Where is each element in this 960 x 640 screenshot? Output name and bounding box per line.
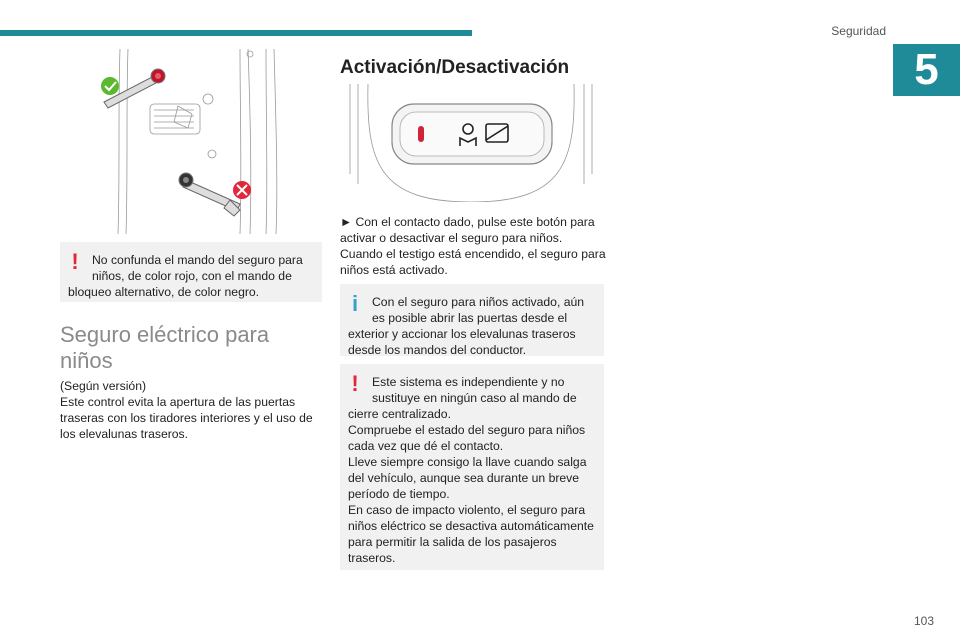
heading-activation: Activación/Desactivación (340, 57, 570, 78)
warning-note-text-first: No confunda el mando del seguro para niños, de color rojo, con el mando de (92, 253, 303, 283)
warning-text-line2: cierre centralizado. (348, 407, 451, 421)
activation-instructions (340, 214, 606, 278)
section-heading-child-lock: Seguro eléctrico para niños (60, 322, 270, 373)
info-icon: i (351, 291, 359, 316)
warning-text-line5: En caso de impacto violento, el seguro para niños eléctrico se desactiva automáticamente para permitir la salida de los pasajeros traseros. (348, 503, 594, 565)
warning-note-text-rest: bloqueo alternativo, de color negro. (68, 285, 260, 299)
child-lock-description (60, 378, 322, 442)
info-note-text-first: Con el seguro para niños activado, aún es posible abrir las puertas desde el (372, 295, 585, 325)
indicator-explanation: Cuando el testigo está encendido, el seguro para niños está activado. (340, 247, 606, 277)
warning-text-line4: Lleve siempre consigo la llave cuando salga del vehículo, aunque sea durante un breve período de tiempo. (348, 455, 587, 501)
info-note-text-rest: exterior y accionar los elevalunas traseros desde los mandos del conductor. (348, 327, 576, 357)
child-lock-text: Este control evita la apertura de las puertas traseras con los tiradores interiores y el uso de los elevalunas traseros. (60, 395, 313, 441)
chapter-number: 5 (893, 44, 960, 96)
warning-icon: ! (71, 249, 79, 274)
section-title: Seguridad (831, 24, 886, 38)
warning-text-first: Este sistema es independiente y no sustituye en ningún caso al mando de (372, 375, 577, 405)
warning-icon: ! (351, 371, 359, 396)
warning-note-independent (340, 364, 604, 570)
child-lock-button-illustration (340, 84, 602, 202)
warning-text-line3: Compruebe el estado del seguro para niños cada vez que dé el contacto. (348, 423, 586, 453)
info-note-doors (340, 284, 604, 356)
instruction-step: ► Con el contacto dado, pulse este botón para activar o desactivar el seguro para niños. (340, 215, 595, 245)
header-accent-bar (0, 30, 472, 36)
warning-note-colors (60, 242, 322, 302)
door-lock-illustration (90, 44, 300, 234)
page-number: 103 (913, 614, 934, 628)
version-note: (Según versión) (60, 379, 147, 393)
